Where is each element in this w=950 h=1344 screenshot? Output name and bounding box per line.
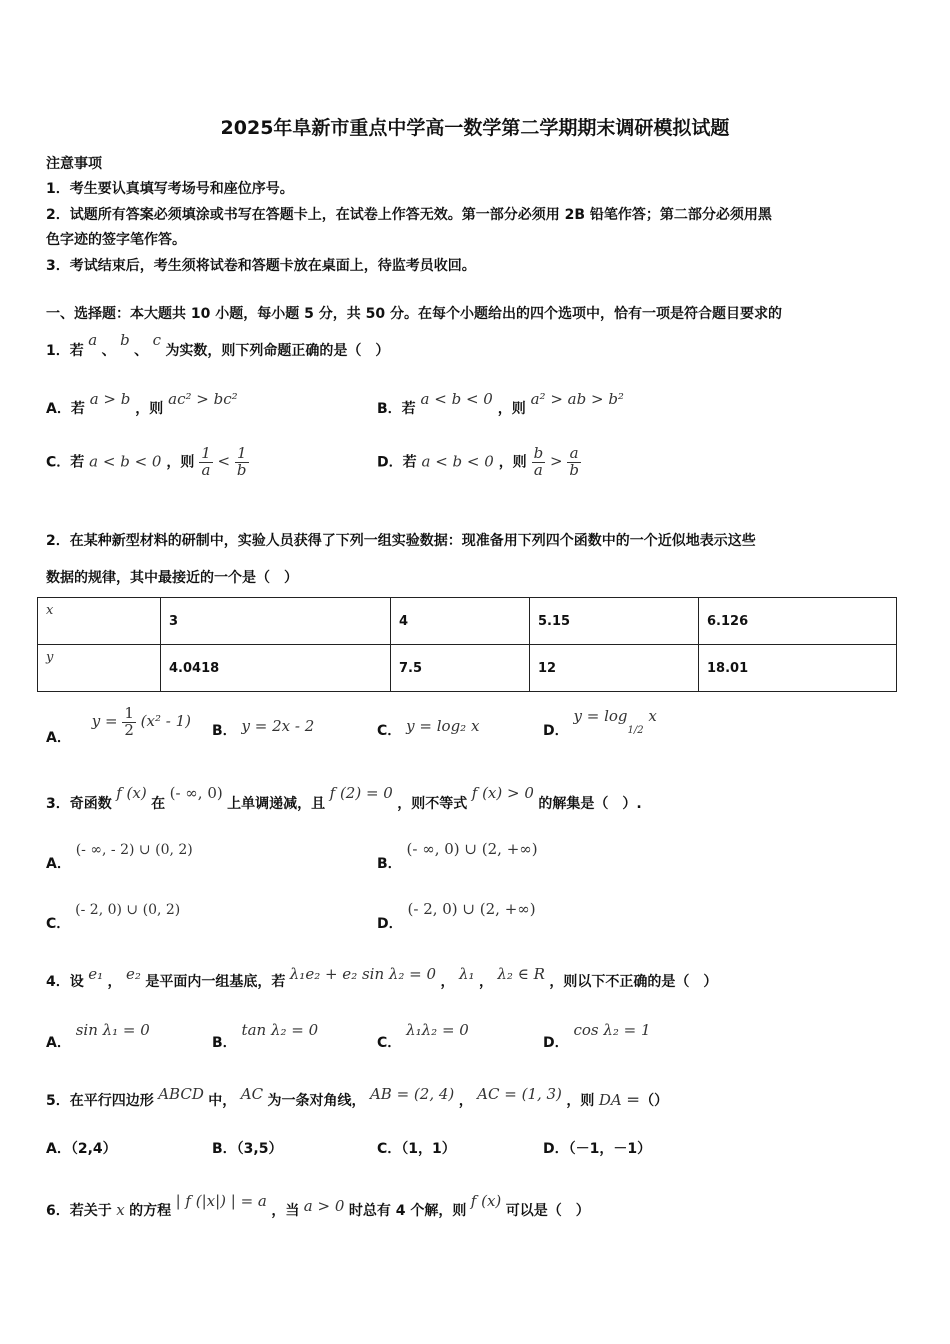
q1-option-a-result: ac² > bc² xyxy=(168,390,238,408)
notice-heading: 注意事项 xyxy=(46,156,102,172)
q1-d-num2: a xyxy=(567,446,581,463)
q6-f: f (x) xyxy=(470,1192,502,1210)
q4-lambda1: λ₁ xyxy=(458,965,475,983)
q4-option-c-label: C． xyxy=(377,1035,402,1051)
page-title: 2025年阜新市重点中学高一数学第二学期期末调研模拟试题 xyxy=(220,117,730,139)
table-cell: 4 xyxy=(391,598,530,645)
q6-text-2: ，当 xyxy=(271,1203,300,1219)
q5-text-1: 中， xyxy=(208,1093,237,1109)
q6-cond: a > 0 xyxy=(303,1197,345,1215)
q2-d-post: x xyxy=(648,707,657,725)
q4-text-3: ， xyxy=(478,974,493,990)
q3-option-c[interactable] xyxy=(46,902,181,933)
q1-d-num1: b xyxy=(533,444,544,462)
q2-a-num: 1 xyxy=(124,704,134,722)
q3-option-b-label: B． xyxy=(377,856,402,872)
q1-option-a-mid: ，则 xyxy=(135,401,164,417)
q2-option-d-label: D． xyxy=(543,723,569,739)
q2-stem-line-2: 数据的规律，其中最接近的一个是（ ） xyxy=(46,570,298,586)
q4-text-1: 是平面内一组基底，若 xyxy=(145,974,286,990)
q1-option-b-cond: a < b < 0 xyxy=(420,390,493,408)
q4-e1: e₁ xyxy=(88,965,104,983)
q4-e2: e₂ xyxy=(126,965,141,983)
q5-ab-vector: AB = (2, 4) xyxy=(369,1085,455,1103)
q1-c-den2: b xyxy=(236,460,247,479)
q1-sep-2: 、 xyxy=(134,343,149,359)
q4-option-b[interactable] xyxy=(212,1021,319,1052)
q1-var-c: c xyxy=(152,331,161,349)
q2-d-base: 1/2 xyxy=(627,725,644,736)
q1-c-num1: 1 xyxy=(201,444,211,462)
q1-option-a[interactable] xyxy=(46,390,238,418)
q2-option-d[interactable] xyxy=(543,707,657,740)
question-6 xyxy=(46,1192,590,1220)
q1-number: 1．若 xyxy=(46,343,84,359)
q1-d-den1: a xyxy=(533,460,543,479)
notice-item-1: 1．考生要认真填写考场号和座位序号。 xyxy=(46,181,294,197)
notice-item-3: 3．考试结束后，考生须将试卷和答题卡放在桌面上，待监考员收回。 xyxy=(46,258,476,274)
question-1 xyxy=(46,331,390,360)
section-heading: 一、选择题：本大题共 10 小题，每小题 5 分，共 50 分。在每个小题给出的四个选项中，恰有一项是符合题目要求的 xyxy=(46,306,782,322)
q6-text-1: 的方程 xyxy=(129,1203,172,1219)
q2-stem-line-1: 2．在某种新型材料的研制中，实验人员获得了下列一组实验数据：现准备用下列四个函数中的一个近似地表示这些 xyxy=(46,533,756,549)
q1-option-c-mid: ，则 xyxy=(166,454,195,471)
q5-option-c[interactable]: C．（1，1） xyxy=(377,1141,456,1157)
q5-ac: AC xyxy=(240,1085,264,1103)
q3-cond: f (2) = 0 xyxy=(329,784,393,802)
q4-option-d-label: D． xyxy=(543,1035,569,1051)
q1-d-den2: b xyxy=(569,460,579,479)
q2-a-den: 2 xyxy=(124,720,134,739)
q2-option-d-expr xyxy=(573,707,657,736)
q2-option-a-expr xyxy=(91,704,191,739)
q3-option-a[interactable] xyxy=(46,842,193,873)
q1-option-d-label: D．若 xyxy=(377,454,417,471)
q5-option-a[interactable]: A．（2,4） xyxy=(46,1141,117,1157)
q2-option-b[interactable] xyxy=(212,717,315,740)
q1-option-c[interactable] xyxy=(46,446,249,479)
q5-text-2: 为一条对角线， xyxy=(267,1093,366,1109)
q3-ineq: f (x) > 0 xyxy=(471,784,534,802)
q4-option-b-expr: tan λ₂ = 0 xyxy=(241,1021,319,1039)
q3-option-d[interactable] xyxy=(377,900,536,933)
q4-option-d[interactable] xyxy=(543,1021,651,1052)
table-cell: 5.15 xyxy=(530,598,699,645)
table-cell: 12 xyxy=(530,645,699,692)
q1-option-c-result xyxy=(199,444,248,479)
q3-option-c-expr: (- 2, 0) ∪ (0, 2) xyxy=(75,902,181,918)
q1-option-b-label: B．若 xyxy=(377,401,416,417)
q4-option-a[interactable] xyxy=(46,1021,150,1052)
table-cell: 6.126 xyxy=(699,598,897,645)
q2-option-b-expr: y = 2x - 2 xyxy=(241,717,315,735)
q6-equation: | f (|x|) | = a xyxy=(175,1192,267,1210)
q4-eq: λ₁e₂ + e₂ sin λ₂ = 0 xyxy=(289,965,437,983)
table-cell: y xyxy=(38,645,161,692)
q4-text-2: ， xyxy=(440,974,455,990)
q1-stem-tail: 为实数，则下列命题正确的是（ ） xyxy=(165,343,390,359)
q2-option-c[interactable] xyxy=(377,717,480,740)
q3-number: 3．奇函数 xyxy=(46,796,112,812)
q1-option-c-label: C．若 xyxy=(46,454,85,471)
q5-da: DA xyxy=(598,1091,622,1109)
q2-option-a[interactable] xyxy=(46,704,191,747)
q1-option-b[interactable] xyxy=(377,390,624,418)
q2-option-b-label: B． xyxy=(212,723,237,739)
q3-option-d-expr: (- 2, 0) ∪ (2, +∞) xyxy=(407,900,536,918)
q4-option-a-expr: sin λ₁ = 0 xyxy=(75,1021,150,1039)
q4-option-d-expr: cos λ₂ = 1 xyxy=(573,1021,651,1039)
table-row xyxy=(38,598,897,645)
q5-text-3: ， xyxy=(458,1093,473,1109)
q1-option-b-mid: ，则 xyxy=(497,401,526,417)
q1-option-a-label: A．若 xyxy=(46,401,85,417)
q4-number: 4．设 xyxy=(46,974,84,990)
q1-option-b-result: a² > ab > b² xyxy=(530,390,624,408)
q1-option-d-cond: a < b < 0 xyxy=(421,452,494,471)
q5-text-5: ＝（） xyxy=(626,1093,669,1109)
q2-d-pre: y = log xyxy=(573,707,628,725)
question-4 xyxy=(46,965,718,991)
notice-item-2: 2．试题所有答案必须填涂或书写在答题卡上，在试卷上作答无效。第一部分必须用 2B 铅笔作答；第二部分必须用黑 xyxy=(46,207,772,223)
q3-option-a-label: A． xyxy=(46,856,71,872)
notice-item-2-cont: 色字迹的签字笔作答。 xyxy=(46,232,186,248)
q4-option-b-label: B． xyxy=(212,1035,237,1051)
q1-c-num2: 1 xyxy=(235,446,249,463)
q1-sep-1: 、 xyxy=(101,343,116,359)
q4-sep: ， xyxy=(107,974,122,990)
q4-option-a-label: A． xyxy=(46,1035,71,1051)
q5-abcd: ABCD xyxy=(158,1085,204,1103)
q1-var-b: b xyxy=(120,331,130,349)
q3-f: f (x) xyxy=(116,784,147,802)
q2-option-c-expr: y = log₂ x xyxy=(406,717,480,735)
q4-text-4: ，则以下不正确的是（ ） xyxy=(549,974,718,990)
q2-a-pre: y = xyxy=(91,712,118,731)
q4-option-c[interactable] xyxy=(377,1021,469,1052)
q5-ac-vector: AC = (1, 3) xyxy=(477,1085,562,1103)
q1-option-a-cond: a > b xyxy=(89,390,131,408)
q4-option-c-expr: λ₁λ₂ = 0 xyxy=(406,1021,469,1039)
q3-text-1: 在 xyxy=(151,796,166,812)
q2-a-post: (x² - 1) xyxy=(140,712,191,731)
table-cell: 7.5 xyxy=(391,645,530,692)
q3-text-2: 上单调递减，且 xyxy=(227,796,326,812)
table-cell: 3 xyxy=(161,598,391,645)
q6-number: 6．若关于 xyxy=(46,1203,112,1219)
q4-lambda2: λ₂ ∈ R xyxy=(497,965,545,983)
q2-option-a-label: A． xyxy=(46,730,71,747)
question-3 xyxy=(46,784,642,813)
q3-text-4: 的解集是（ ）. xyxy=(538,796,642,812)
q1-option-d[interactable] xyxy=(377,446,581,479)
q1-d-op: > xyxy=(549,452,563,471)
q2-data-table xyxy=(37,597,897,692)
q1-var-a: a xyxy=(88,331,98,349)
q6-text-4: 可以是（ ） xyxy=(505,1203,590,1219)
q5-option-d[interactable]: D．（－1，－1） xyxy=(543,1141,652,1157)
q1-option-c-cond: a < b < 0 xyxy=(89,452,162,471)
q2-option-c-label: C． xyxy=(377,723,402,739)
q5-number: 5．在平行四边形 xyxy=(46,1093,154,1109)
table-row xyxy=(38,645,897,692)
q6-text-3: 时总有 4 个解，则 xyxy=(348,1203,467,1219)
q3-text-3: ，则不等式 xyxy=(397,796,468,812)
q5-text-4: ，则 xyxy=(566,1093,595,1109)
table-cell: x xyxy=(38,598,161,645)
q1-c-op: < xyxy=(217,452,231,471)
table-cell: 4.0418 xyxy=(161,645,391,692)
q3-interval: (- ∞, 0) xyxy=(169,784,223,802)
q3-option-b-expr: (- ∞, 0) ∪ (2, +∞) xyxy=(406,840,538,858)
q5-option-b[interactable]: B．（3,5） xyxy=(212,1141,283,1157)
q3-option-c-label: C． xyxy=(46,916,71,932)
q1-c-den1: a xyxy=(201,460,211,479)
q3-option-b[interactable] xyxy=(377,840,538,873)
question-5 xyxy=(46,1085,669,1110)
table-cell: 18.01 xyxy=(699,645,897,692)
q3-option-a-expr: (- ∞, - 2) ∪ (0, 2) xyxy=(75,842,193,858)
q1-option-d-result xyxy=(532,444,581,479)
q3-option-d-label: D． xyxy=(377,916,403,932)
q6-x: x xyxy=(116,1201,125,1219)
q1-option-d-mid: ，则 xyxy=(498,454,527,471)
